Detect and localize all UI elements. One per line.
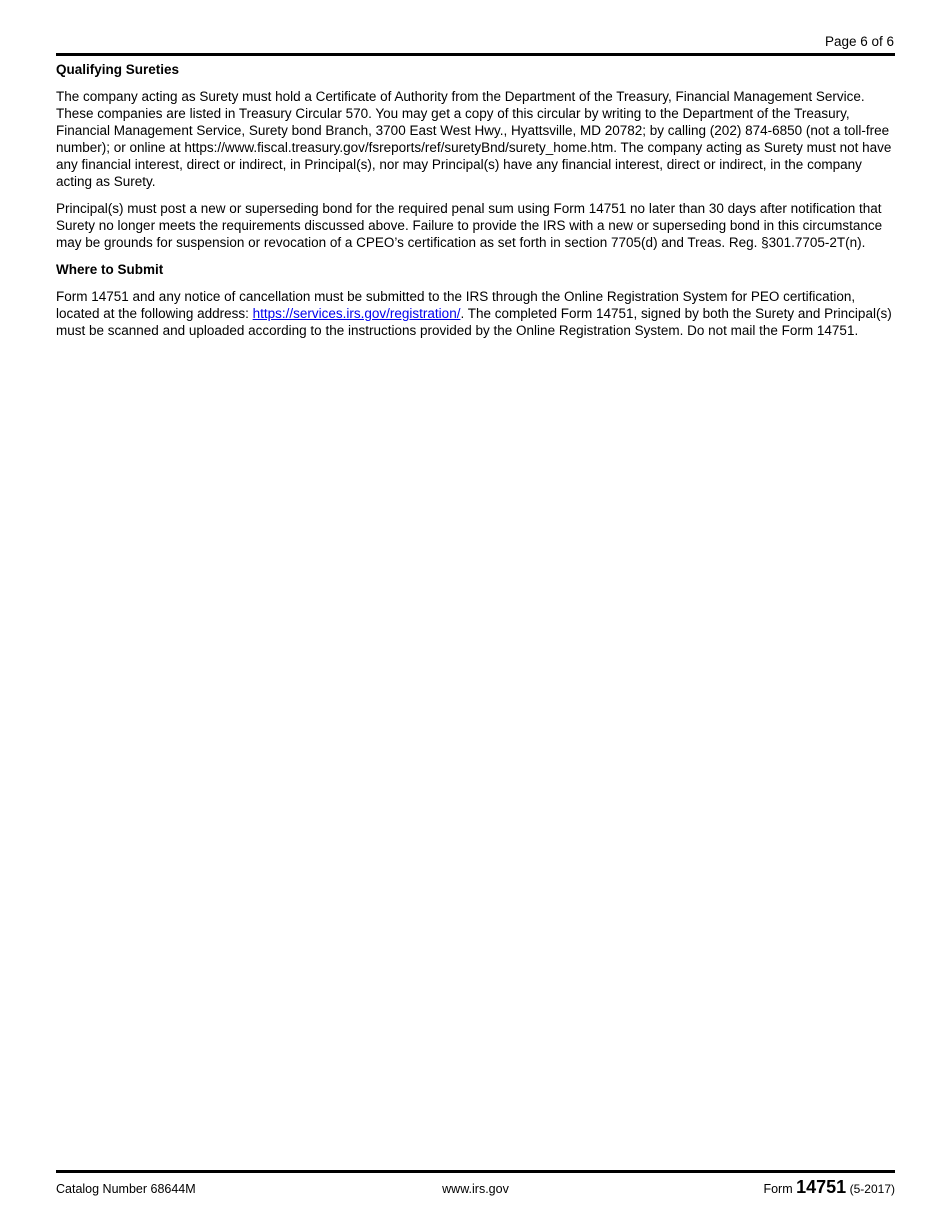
where-to-submit-paragraph: [56, 288, 895, 339]
form-label: Form: [763, 1182, 793, 1196]
where-to-submit-heading: Where to Submit: [56, 262, 164, 277]
qualifying-sureties-heading: Qualifying Sureties: [56, 62, 180, 77]
bottom-divider: [56, 1170, 895, 1173]
form-revision: (5-2017): [849, 1182, 895, 1196]
qualifying-sureties-paragraph-1: The company acting as Surety must hold a Certificate of Authority from the Department of the Treasury, Financial Management Service. These companies are listed in Treasury Circular 570. You may get a copy of this circular by writing to the Department of the Treasury, Financial Management Service, Surety bond Branch, 3700 East West Hwy., Hyattsville, MD 20782; by calling (202) 874-6850 (not a toll-free number); or online at https://www.fiscal.treasury.gov/fsreports/ref/suretyBnd/surety_home.htm. The company acting as Surety must not have any financial interest, direct or indirect, in Principal(s), nor may Principal(s) have any financial interest, direct or indirect, in the company acting as Surety.: [56, 89, 892, 189]
catalog-number: Catalog Number 68644M: [56, 1182, 196, 1196]
page-number: Page 6 of 6: [824, 34, 894, 49]
registration-link[interactable]: https://services.irs.gov/registration/: [252, 306, 461, 321]
where-to-submit-text-start: Form 14751 and any notice of cancellation must be submitted to the IRS through the Online Registration System for PEO certification, located at the following address:: [56, 289, 856, 321]
qualifying-sureties-paragraph-2: Principal(s) must post a new or superseding bond for the required penal sum using Form 14751 no later than 30 days after notification that Surety no longer meets the requirements discussed above. Failure to provide the IRS with a new or superseding bond in this circumstance may be grounds for suspension or revocation of a CPEO’s certification as set forth in section 7705(d) and Treas. Reg. §301.7705-2T(n).: [56, 201, 883, 250]
form-number: 14751: [796, 1177, 847, 1197]
main-content: [56, 61, 895, 349]
form-identifier: [763, 1178, 895, 1198]
footer-website: www.irs.gov: [442, 1182, 509, 1196]
top-divider: [56, 53, 895, 56]
where-to-submit-text-end: . The completed Form 14751, signed by both the Surety and Principal(s) must be scanned and uploaded according to the instructions provided by the Online Registration System. Do not mail the Form 14751.: [56, 306, 892, 338]
